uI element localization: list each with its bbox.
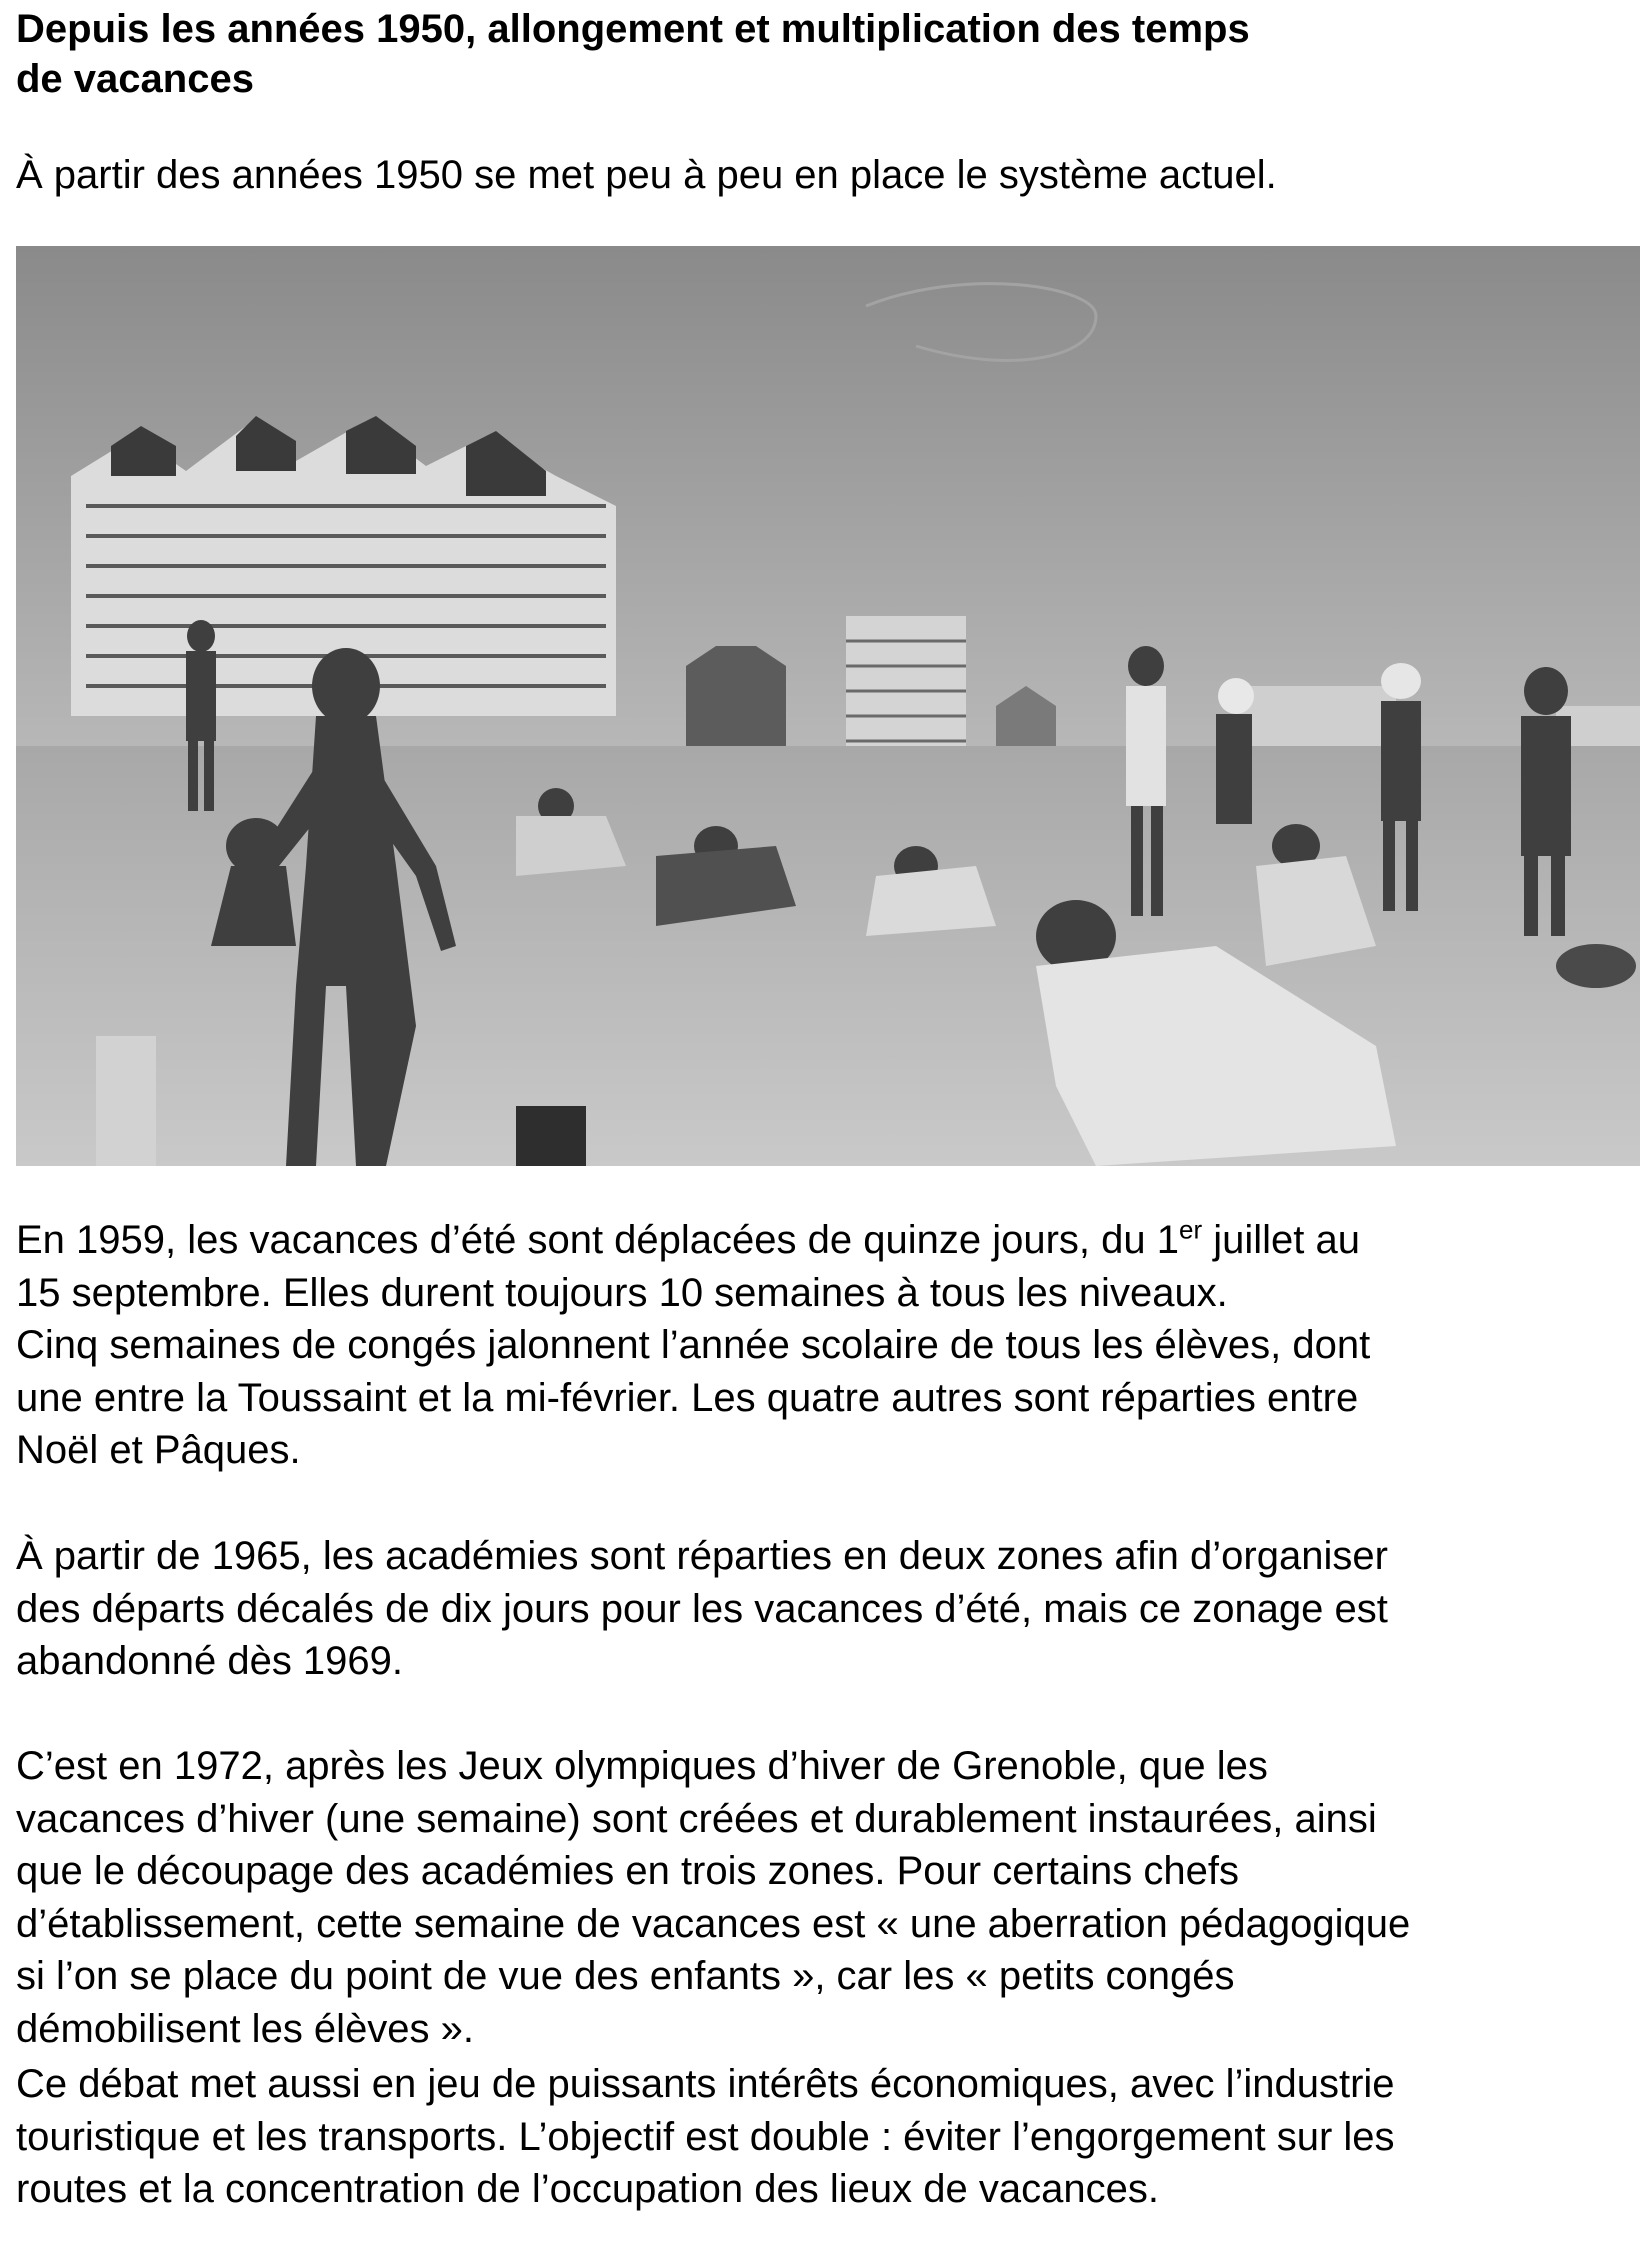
paragraph-1965 [16,1530,1626,1688]
beach-photograph [16,246,1640,1166]
p1-line-4: une entre la Toussaint et la mi-février. Les quatre autres sont réparties entre [16,1375,1359,1420]
p2-line-3: abandonné dès 1969. [16,1639,404,1683]
p1-line-2: 15 septembre. Elles durent toujours 10 semaines à tous les niveaux. [16,1270,1228,1315]
p4-line-1: Ce débat met aussi en jeu de puissants intérêts économiques, avec l’industrie [16,2062,1395,2106]
p3-line-5: si l’on se place du point de vue des enfants », car les « petits congés [16,1954,1235,1998]
paragraph-1972 [16,1740,1626,2055]
p2-line-1: À partir de 1965, les académies sont réparties en deux zones afin d’organiser [16,1534,1388,1578]
heading-line-2: de vacances [16,57,254,101]
p3-line-6: démobilisent les élèves ». [16,2006,475,2051]
p1-line-1-end: juillet au [1202,1218,1361,1262]
p1-line-5: Noël et Pâques. [16,1428,301,1472]
p1-line-1 [16,1214,1626,1267]
heading-line-1: Depuis les années 1950, allongement et multiplication des temps [16,7,1250,51]
p4-line-3: routes et la concentration de l’occupation des lieux de vacances. [16,2167,1159,2211]
intro-paragraph: À partir des années 1950 se met peu à peu en place le système actuel. [16,153,1277,197]
p3-line-1: C’est en 1972, après les Jeux olympiques d’hiver de Grenoble, que les [16,1744,1268,1788]
paragraph-economic-debate [16,2058,1626,2216]
p3-line-2: vacances d’hiver (une semaine) sont créées et durablement instaurées, ainsi [16,1796,1377,1841]
p3-line-4: d’établissement, cette semaine de vacances est « une aberration pédagogique [16,1901,1411,1946]
p3-line-3: que le découpage des académies en trois zones. Pour certains chefs [16,1849,1239,1893]
ordinal-superscript: er [1179,1214,1203,1245]
p4-line-2: touristique et les transports. L’objectif est double : éviter l’engorgement sur les [16,2114,1395,2159]
p2-line-2: des départs décalés de dix jours pour les vacances d’été, mais ce zonage est [16,1586,1388,1631]
p1-line-1-start: En 1959, les vacances d’été sont déplacées de quinze jours, du 1 [16,1218,1180,1262]
section-heading [16,4,1516,104]
paragraph-1959 [16,1214,1626,1477]
p1-line-3: Cinq semaines de congés jalonnent l’année scolaire de tous les élèves, dont [16,1323,1371,1367]
